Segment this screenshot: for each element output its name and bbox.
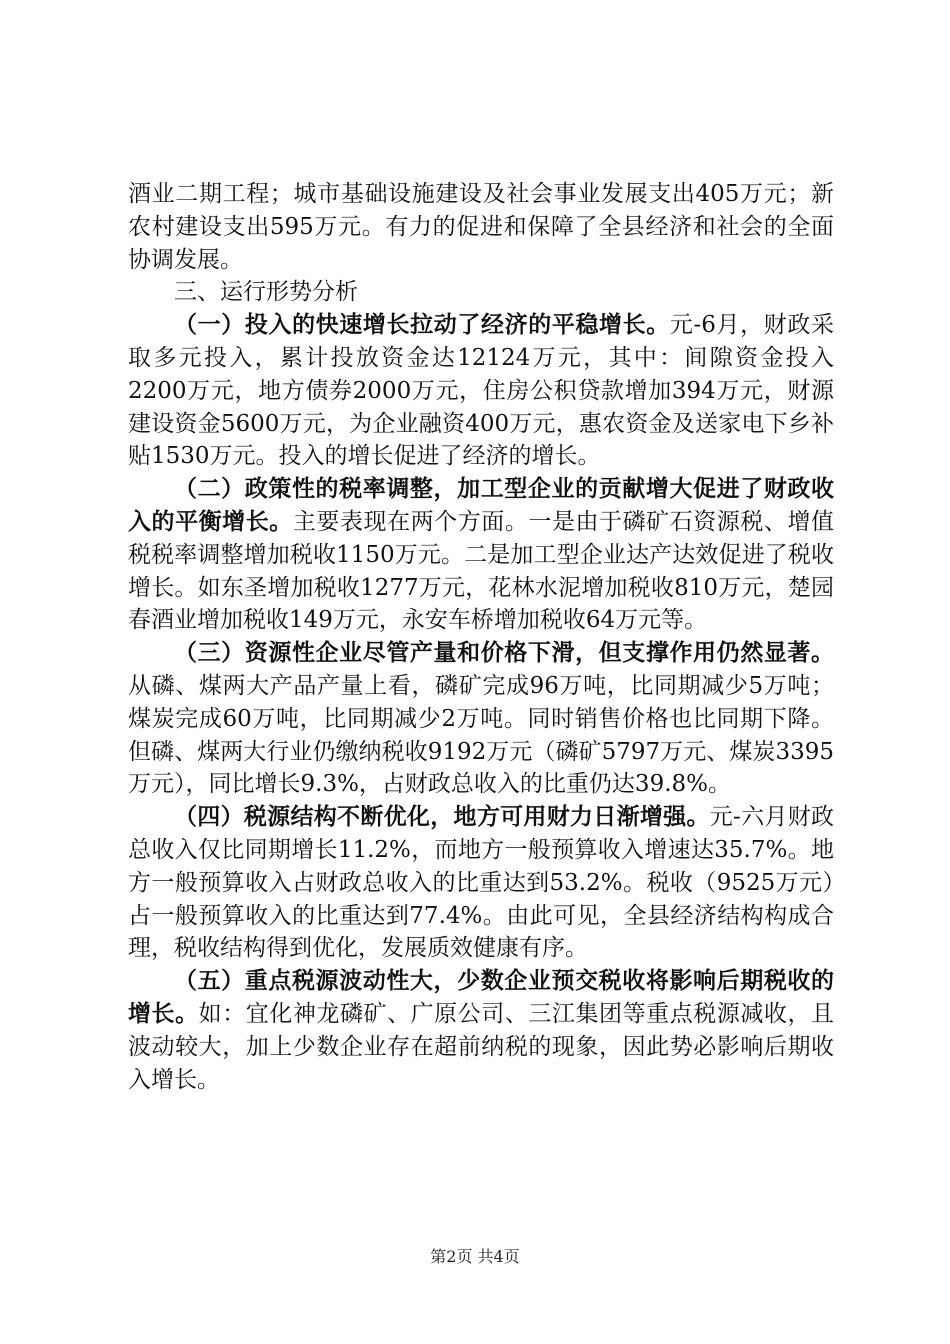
paragraph-text: 如：宜化神龙磷矿、广原公司、三江集团等重点税源减收，且波动较大，加上少数企业存在超前纳税的现象，因此势必影响后期收入增长。 bbox=[128, 1000, 835, 1093]
paragraph-text: 元-六月财政总收入仅比同期增长11.2%，而地方一般预算收入增速达35.7%。地方一般预算收入占财政总收入的比重达到53.2%。税收（9525万元）占一般预算收入的比重达到77.4%。由此可见，全县经济结构构成合理，税收结构得到优化，发展质效健康有序。 bbox=[128, 804, 835, 962]
paragraph-lead: （一）投入的快速增长拉动了经济的平稳增长。 bbox=[174, 312, 670, 339]
page-footer bbox=[0, 1244, 950, 1267]
paragraph-text: 酒业二期工程；城市基础设施建设及社会事业发展支出405万元；新农村建设支出595万元。有力的促进和保障了全县经济和社会的全面协调发展。 bbox=[128, 181, 834, 273]
paragraph-lead: （四）税源结构不断优化，地方可用财力日渐增强。 bbox=[174, 804, 710, 831]
paragraph-text: 从磷、煤两大产品产量上看，磷矿完成96万吨，比同期减少5万吨；煤炭完成60万吨，比同期减少2万吨。同时销售价格也比同期下降。但磷、煤两大行业仍缴纳税收9192万元（磷矿5797万元、煤炭3395万元），同比增长9.3%，占财政总收入的比重仍达39.8%。 bbox=[128, 672, 834, 798]
paragraph-5 bbox=[128, 965, 834, 1096]
paragraph-continuation bbox=[128, 178, 834, 276]
section-heading-text: 三、运行形势分析 bbox=[174, 279, 358, 306]
paragraph-3 bbox=[128, 637, 834, 801]
paragraph-text: 元-6月，财政采取多元投入，累计投放资金达12124万元，其中：间隙资金投入2200万元，地方债券2000万元，住房公积贷款增加394万元，财源建设资金5600万元，为企业融资400万元，惠农资金及送家电下乡补贴1530万元。投入的增长促进了经济的增长。 bbox=[128, 312, 834, 470]
paragraph-2 bbox=[128, 473, 834, 637]
paragraph-lead: （二）政策性的税率调整，加工型企业的贡献增大促进了财政收入的平衡增长。 bbox=[128, 476, 834, 535]
document-body bbox=[128, 178, 834, 1096]
page-number: 第2页 共4页 bbox=[430, 1247, 520, 1266]
paragraph-text: 主要表现在两个方面。一是由于磷矿石资源税、增值税税率调整增加税收1150万元。二是加工型企业达产达效促进了税收增长。如东圣增加税收1277万元，花林水泥增加税收810万元，楚园春酒业增加税收149万元，永安车桥增加税收64万元等。 bbox=[128, 508, 835, 634]
paragraph-lead: （五）重点税源波动性大，少数企业预交税收将影响后期税收的增长。 bbox=[128, 968, 834, 1027]
section-heading bbox=[128, 276, 834, 309]
paragraph-1 bbox=[128, 309, 834, 473]
paragraph-4 bbox=[128, 801, 834, 965]
paragraph-lead: （三）资源性企业尽管产量和价格下滑，但支撑作用仍然显著。 bbox=[174, 640, 834, 667]
